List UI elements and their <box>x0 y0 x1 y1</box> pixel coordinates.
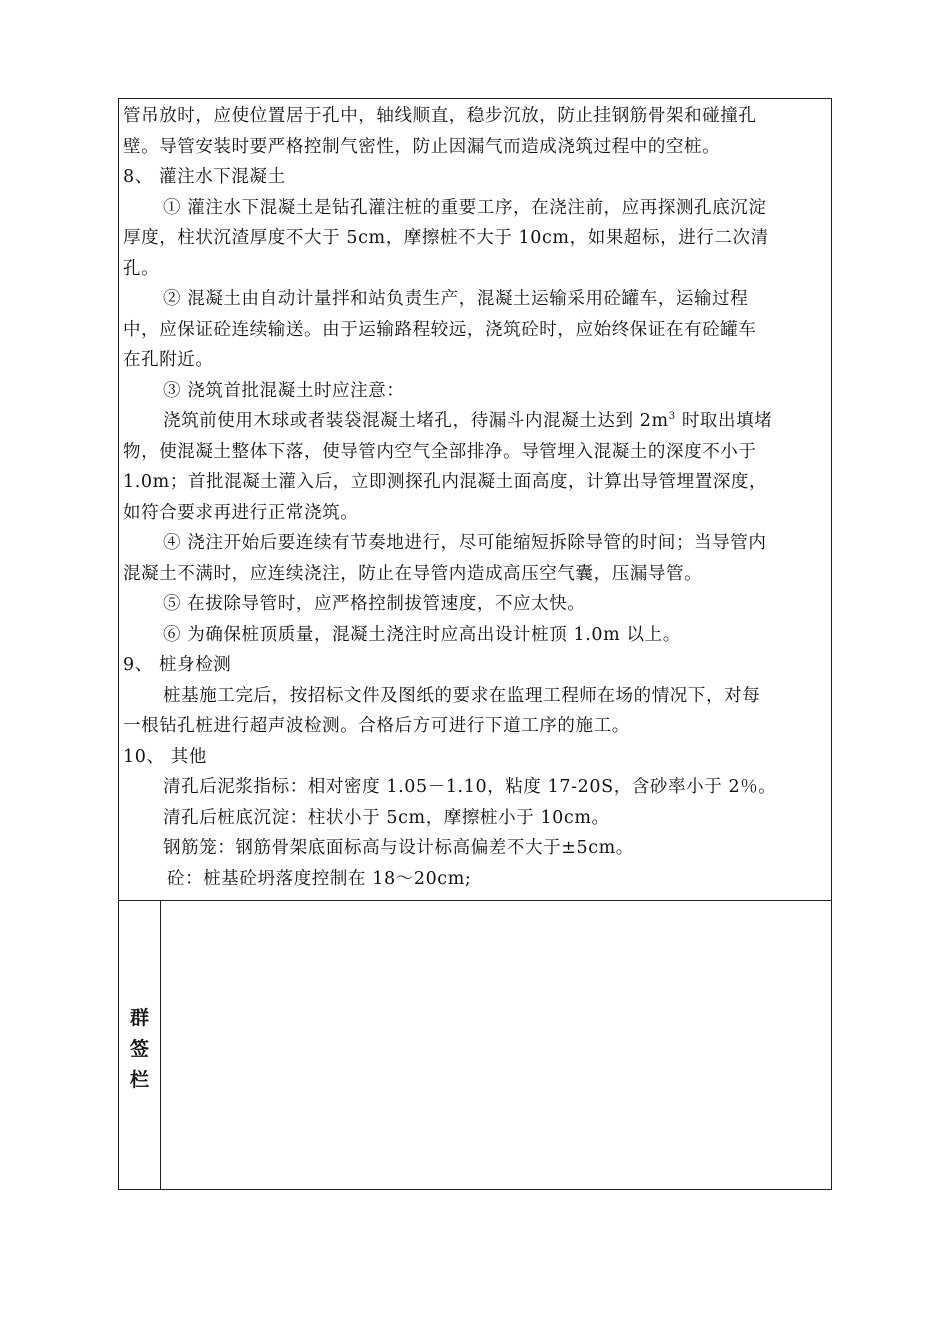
sign-label-char: 签 <box>129 1038 149 1060</box>
paragraph-line: 管吊放时，应使位置居于孔中，轴线顺直，稳步沉放，防止挂钢筋骨架和碰撞孔 <box>123 106 757 126</box>
sign-label-cell <box>119 901 161 1189</box>
paragraph-line: 壁。导管安装时要严格控制气密性，防止因漏气而造成浇筑过程中的空桩。 <box>123 136 721 157</box>
paragraph-line: ② 混凝土由自动计量拌和站负责生产，混凝土运输采用砼罐车，运输过程 <box>163 289 749 309</box>
content-cell <box>119 99 831 901</box>
pour-text-after: 时取出填堵 <box>675 411 773 431</box>
paragraph-line: ⑥ 为确保桩顶质量，混凝土浇注时应高出设计桩顶 1.0m 以上。 <box>163 624 681 645</box>
sign-label-char: 栏 <box>129 1069 149 1091</box>
paragraph-line: 中，应保证砼连续输送。由于运输路程较远，浇筑砼时，应始终保证在有砼罐车 <box>123 319 757 340</box>
section-heading: 8、 灌注水下混凝土 <box>123 167 286 187</box>
signature-area[interactable] <box>161 901 831 1189</box>
paragraph-line: 物，使混凝土整体下落，使导管内空气全部排净。导管埋入混凝土的深度不小于 <box>123 441 757 462</box>
pour-text-before: 浇筑前使用木球或者装袋混凝土堵孔，待漏斗内混凝土达到 2m <box>163 411 669 431</box>
section-heading: 10、 其他 <box>123 746 207 767</box>
paragraph-line: 混凝土不满时，应连续浇注，防止在导管内造成高压空气囊，压漏导管。 <box>123 563 703 584</box>
paragraph-line: 清孔后泥浆指标：相对密度 1.05－1.10，粘度 17-20S，含砂率小于 2％。 <box>163 777 777 797</box>
paragraph-line: 如符合要求再进行正常浇筑。 <box>123 502 359 523</box>
paragraph-line: ① 灌注水下混凝土是钻孔灌注桩的重要工序，在浇注前，应再探测孔底沉淀 <box>163 197 767 218</box>
paragraph-line: 一根钻孔桩进行超声波检测。合格后方可进行下道工序的施工。 <box>123 716 630 736</box>
sign-label-char: 群 <box>129 1007 149 1029</box>
document-table <box>118 98 832 1190</box>
section-heading: 9、 桩身检测 <box>123 655 232 675</box>
paragraph-line: ③ 浇筑首批混凝土时应注意： <box>163 380 405 401</box>
paragraph-line: 钢筋笼：钢筋骨架底面标高与设计标高偏差不大于±5cm。 <box>163 838 634 858</box>
paragraph-line: 厚度，柱状沉渣厚度不大于 5cm，摩擦桩不大于 10cm，如果超标，进行二次清 <box>123 228 769 248</box>
paragraph-line: 清孔后桩底沉淀：柱状小于 5cm，摩擦桩小于 10cm。 <box>163 807 610 828</box>
paragraph-line: 孔。 <box>123 258 160 279</box>
paragraph-line: 1.0m；首批混凝土灌入后，立即测探孔内混凝土面高度，计算出导管埋置深度， <box>123 472 768 492</box>
sign-label <box>119 1003 160 1096</box>
paragraph-line: ⑤ 在拔除导管时，应严格控制拔管速度，不应太快。 <box>163 594 586 614</box>
paragraph-line: 在孔附近。 <box>123 350 214 370</box>
paragraph-line: 桩基施工完后，按招标文件及图纸的要求在监理工程师在场的情况下，对每 <box>163 685 761 706</box>
paragraph-line: ④ 浇注开始后要连续有节奏地进行，尽可能缩短拆除导管的时间；当导管内 <box>163 533 767 553</box>
superscript: 3 <box>668 411 676 423</box>
paragraph-line <box>123 406 821 437</box>
paragraph-line: 砼：桩基砼坍落度控制在 18～20cm; <box>167 868 472 889</box>
